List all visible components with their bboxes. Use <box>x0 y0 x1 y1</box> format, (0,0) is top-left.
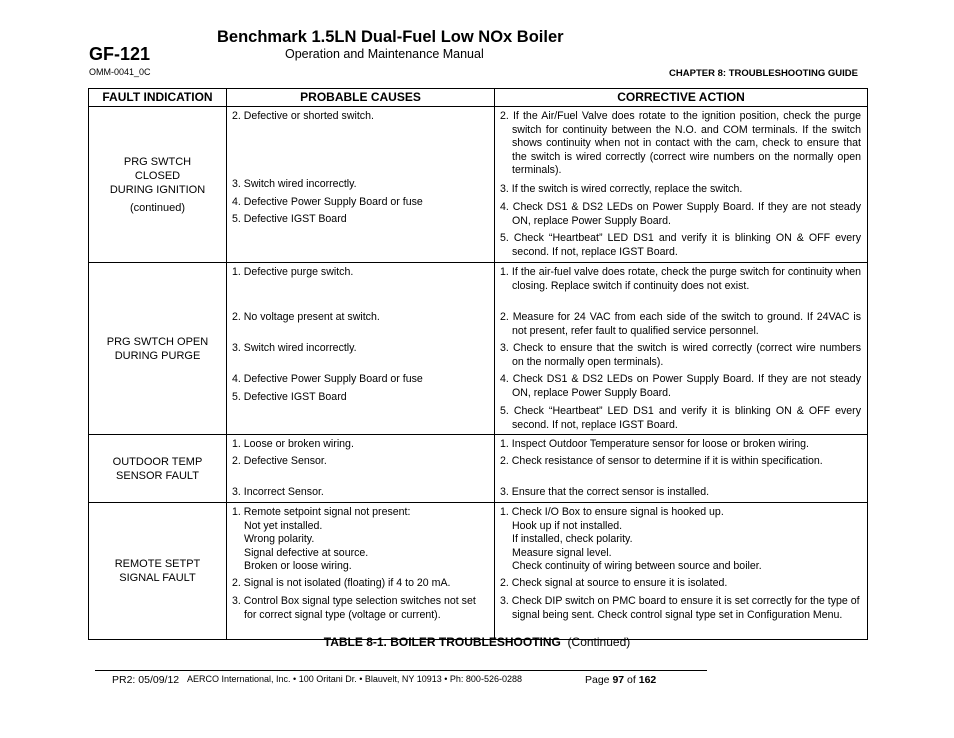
document-number: OMM-0041_0C <box>89 67 151 77</box>
fault-line: PRG SWTCH OPEN <box>106 335 209 348</box>
page-total: 162 <box>638 674 657 686</box>
corrective-action-cell <box>495 107 868 263</box>
document-title: Benchmark 1.5LN Dual-Fuel Low NOx Boiler <box>217 28 564 46</box>
action-item: 5. Check “Heartbeat” LED DS1 and verify it is blinking ON & OFF every second. If not, replace IGST Board. <box>500 405 861 431</box>
probable-causes-cell <box>227 435 495 503</box>
header-corrective-action: CORRECTIVE ACTION <box>495 89 868 107</box>
cause-item: 3. Control Box signal type selection switches not set for correct signal type (voltage or current). <box>232 595 476 621</box>
cause-item: 4. Defective Power Supply Board or fuse <box>232 196 423 208</box>
footer-divider <box>95 670 707 671</box>
company-address: AERCO International, Inc. • 100 Oritani Dr. • Blauvelt, NY 10913 • Ph: 800-526-0288 <box>187 674 522 684</box>
corrective-action-cell <box>495 503 868 640</box>
fault-line: PRG SWTCH <box>123 155 192 168</box>
document-subtitle: Operation and Maintenance Manual <box>285 47 484 61</box>
header-fault-indication: FAULT INDICATION <box>89 89 227 107</box>
cause-item: 5. Defective IGST Board <box>232 391 347 403</box>
page-of: of <box>624 674 639 686</box>
table-row <box>89 263 868 435</box>
fault-line: CLOSED <box>134 169 181 182</box>
action-item: 3. If the switch is wired correctly, replace the switch. <box>500 183 743 195</box>
cause-item: 2. Signal is not isolated (floating) if 4 to 20 mA. <box>232 577 451 589</box>
action-item: 2. Check signal at source to ensure it is isolated. <box>500 577 728 589</box>
header-probable-causes: PROBABLE CAUSES <box>227 89 495 107</box>
fault-line: SIGNAL FAULT <box>119 572 196 584</box>
action-item: 1. If the air-fuel valve does rotate, check the purge switch for continuity when closing. Replace switch if continuity does not exist. <box>500 266 861 292</box>
table-header-row <box>89 89 868 107</box>
cause-item: 4. Defective Power Supply Board or fuse <box>232 373 423 385</box>
probable-causes-cell <box>227 263 495 435</box>
page-number <box>585 674 656 686</box>
chapter-heading: CHAPTER 8: TROUBLESHOOTING GUIDE <box>669 68 858 79</box>
revision-date: PR2: 05/09/12 <box>112 674 180 686</box>
probable-causes-cell <box>227 107 495 263</box>
cause-item: 2. Defective Sensor. <box>232 455 327 467</box>
fault-indication-cell <box>89 107 227 263</box>
cause-item: 1. Loose or broken wiring. <box>232 438 354 450</box>
action-item: 3. Check DIP switch on PMC board to ensure it is set correctly for the type of signal being sent. Check control signal type set in Configuration Menu. <box>500 595 860 621</box>
table-row <box>89 435 868 503</box>
cause-item: 5. Defective IGST Board <box>232 213 347 225</box>
cause-item: 3. Switch wired incorrectly. <box>232 178 357 190</box>
action-item: 5. Check “Heartbeat” LED DS1 and verify it is blinking ON & OFF every second. If not, replace IGST Board. <box>500 232 861 258</box>
cause-item: 1. Defective purge switch. <box>232 266 354 278</box>
fault-indication-cell <box>89 435 227 503</box>
action-item: 4. Check DS1 & DS2 LEDs on Power Supply Board. If they are not steady ON, replace Power Supply Board. <box>500 201 861 227</box>
cause-item: 2. Defective or shorted switch. <box>232 110 374 122</box>
action-item: 4. Check DS1 & DS2 LEDs on Power Supply Board. If they are not steady ON, replace Power Supply Board. <box>500 373 861 399</box>
fault-line: DURING IGNITION <box>109 183 206 196</box>
fault-line: SENSOR FAULT <box>116 469 199 482</box>
caption-suffix: (Continued) <box>560 635 631 649</box>
table-row <box>89 503 868 640</box>
page-prefix: Page <box>585 674 613 686</box>
fault-line: REMOTE SETPT <box>114 558 201 570</box>
action-item: 2. Check resistance of sensor to determine if it is within specification. <box>500 455 823 467</box>
cause-item: 3. Incorrect Sensor. <box>232 486 324 498</box>
cause-item: 2. No voltage present at switch. <box>232 311 380 323</box>
action-item: 3. Ensure that the correct sensor is installed. <box>500 486 710 498</box>
fault-indication-cell <box>89 503 227 640</box>
table-row <box>89 107 868 263</box>
table-caption <box>0 635 954 649</box>
action-item: 1. Inspect Outdoor Temperature sensor for loose or broken wiring. <box>500 438 809 450</box>
troubleshooting-table <box>88 88 868 640</box>
action-item: 1. Check I/O Box to ensure signal is hooked up. Hook up if not installed. If installed, check polarity. Measure signal level. Check continuity of wiring between source and boiler. <box>500 506 762 573</box>
action-item: 3. Check to ensure that the switch is wired correctly (correct wire numbers on the normally open terminals). <box>500 342 861 368</box>
fault-line: OUTDOOR TEMP <box>112 455 203 468</box>
model-code: GF-121 <box>89 44 151 64</box>
fault-line: DURING PURGE <box>114 349 201 362</box>
cause-item: 3. Switch wired incorrectly. <box>232 342 357 354</box>
action-item: 2. If the Air/Fuel Valve does rotate to the ignition position, check the purge switch for continuity between the N.O. and COM terminals. If the switch shows continuity when not in contact with the cam, check to ensure that the switch is wired correctly (correct wire numbers on the normally open terminals). <box>500 110 861 177</box>
cause-item: 1. Remote setpoint signal not present: Not yet installed. Wrong polarity. Signal defective at source. Broken or loose wiring. <box>232 506 411 573</box>
corrective-action-cell <box>495 435 868 503</box>
probable-causes-cell <box>227 503 495 640</box>
caption-label: TABLE 8-1. BOILER TROUBLESHOOTING <box>323 635 561 649</box>
page-current: 97 <box>612 674 625 686</box>
corrective-action-cell <box>495 263 868 435</box>
action-item: 2. Measure for 24 VAC from each side of the switch to ground. If 24VAC is not present, refer fault to qualified service personnel. <box>500 311 861 337</box>
fault-note: (continued) <box>129 201 186 214</box>
fault-indication-cell <box>89 263 227 435</box>
